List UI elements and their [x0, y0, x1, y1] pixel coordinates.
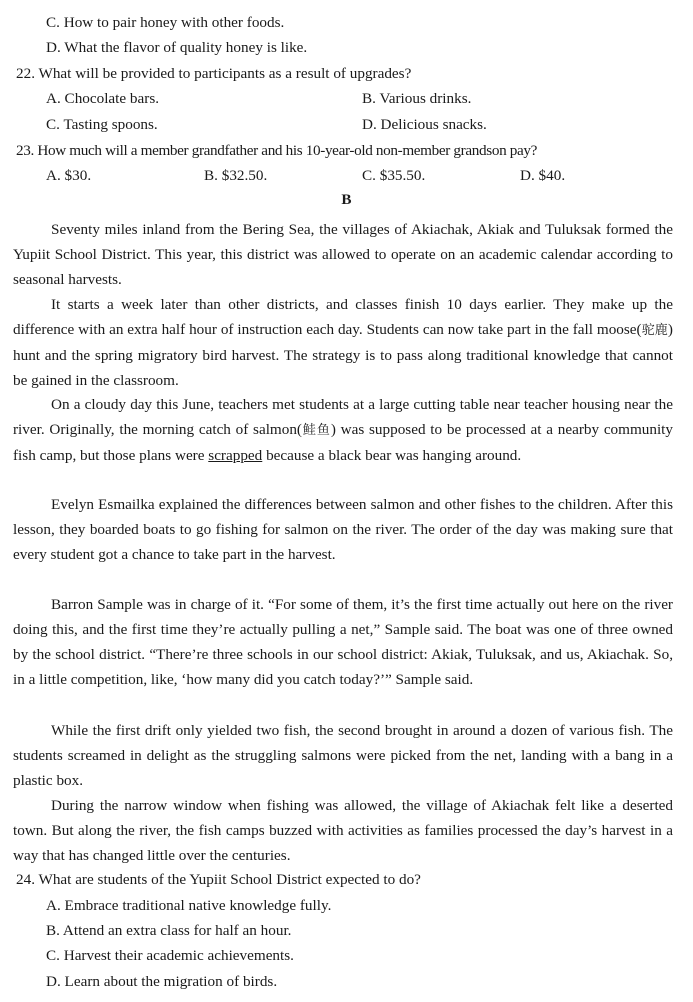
q22-question: 22. What will be provided to participants as a result of upgrades?: [16, 65, 412, 82]
section-label: B: [341, 191, 352, 208]
q22-option-a: A. Chocolate bars.: [46, 90, 160, 107]
passage-p3-text-after: because a black bear was hanging around.: [262, 447, 522, 465]
q24-option-b: B. Attend an extra class for half an hour.: [46, 922, 292, 939]
q24-question: 24. What are students of the Yupiit School District expected to do?: [16, 871, 421, 888]
q23-question: 23. How much will a member grandfather and his 10-year-old non-member grandson pay?: [16, 142, 538, 159]
passage-paragraph-7: During the narrow window when fishing was allowed, the village of Akiachak felt like a deserted town. But along the river, the fish camps buzzed with activities as families processed the day’s harvest in a way that has changed little over the centuries.: [13, 797, 673, 865]
passage-paragraph-6: While the first drift only yielded two fish, the second brought in around a dozen of various fish. The students screamed in delight as the struggling salmons were picked from the net, landing with a bang in a plastic box.: [13, 722, 673, 790]
passage-paragraph-1: Seventy miles inland from the Bering Sea, the villages of Akiachak, Akiak and Tuluksak formed the Yupiit School District. This year, this district was allowed to operate on an academic calendar according to seasonal harvests.: [13, 221, 673, 289]
q22-option-b: B. Various drinks.: [362, 90, 472, 107]
passage-p2-text-before: It starts a week later than other districts, and classes finish 10 days earlier. They make up the difference with an extra half hour of instruction each day. Students can now take part in the fall moose(: [13, 296, 673, 339]
q21-option-c: C. How to pair honey with other foods.: [46, 14, 285, 31]
passage-paragraph-4: Evelyn Esmailka explained the differences between salmon and other fishes to the children. After this lesson, they boarded boats to go fishing for salmon on the river. The order of the day was making sure that every student got a chance to take part in the harvest.: [13, 496, 673, 564]
passage-p3-text-middle: ) was supposed to be processed at a nearby community fish camp, but those plans were: [13, 421, 673, 465]
gloss-moose: 驼鹿: [641, 323, 668, 339]
q23-option-b: B. $32.50.: [204, 167, 268, 184]
q21-option-d: D. What the flavor of quality honey is like.: [46, 39, 308, 56]
passage-paragraph-3: [13, 392, 673, 468]
passage-paragraph-5: Barron Sample was in charge of it. “For some of them, it’s the first time actually out here on the river doing this, and the first time they’re actually pulling a net,” Sample said. The boat was one of three owned by the school district. “There’re three schools in our school district: Akiak, Tuluksak, and us, Akiachak. So, in a little competition, like, ‘how many did you catch today?’” Sample said.: [13, 596, 673, 689]
q23-option-d: D. $40.: [520, 167, 566, 184]
q22-option-d: D. Delicious snacks.: [362, 116, 487, 133]
q22-option-c: C. Tasting spoons.: [46, 116, 158, 133]
q24-option-d: D. Learn about the migration of birds.: [46, 973, 278, 990]
underlined-word-scrapped: scrapped: [208, 447, 263, 465]
q24-option-c: C. Harvest their academic achievements.: [46, 947, 294, 964]
q24-option-a: A. Embrace traditional native knowledge fully.: [46, 897, 332, 914]
q23-option-a: A. $30.: [46, 167, 92, 184]
q23-option-c: C. $35.50.: [362, 167, 426, 184]
passage-p3-text-before: On a cloudy day this June, teachers met students at a large cutting table near teacher housing near the river. Originally, the morning catch of salmon(: [13, 396, 673, 439]
gloss-salmon: 鲑鱼: [301, 423, 331, 439]
passage-paragraph-2: [13, 292, 673, 393]
passage-p2-text-after: ) hunt and the spring migratory bird harvest. The strategy is to pass along traditional knowledge that cannot be gained in the classroom.: [13, 321, 673, 390]
